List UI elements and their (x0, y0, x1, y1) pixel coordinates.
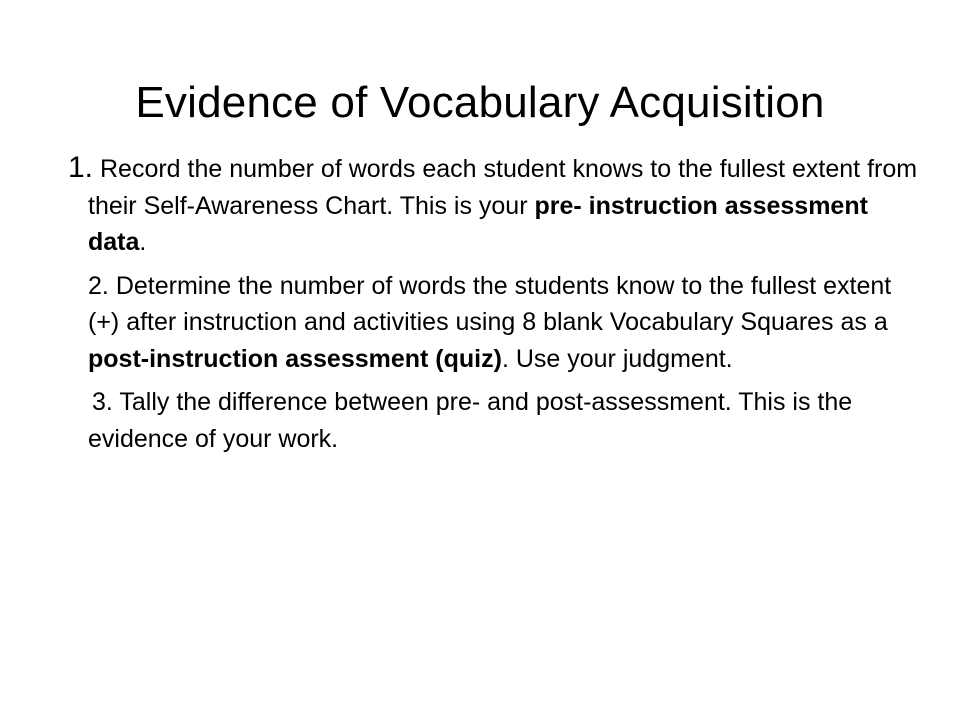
slide-title: Evidence of Vocabulary Acquisition (135, 78, 825, 128)
step-2-bold: post-instruction assessment (quiz) (88, 344, 502, 373)
step-1-text: Record the number of words each student knows to the fullest extent from their Self-Awareness Chart. This is your (88, 155, 918, 220)
step-1-bold: pre- instruction assessment data (88, 191, 868, 256)
step-1-end: . (139, 228, 147, 256)
step-1 (68, 150, 918, 261)
step-1-lead (68, 151, 100, 184)
step-2-number: 2. (88, 271, 109, 300)
step-3 (88, 384, 918, 457)
step-1-number: 1. (68, 151, 94, 184)
step-3-number: 3. (92, 388, 113, 416)
step-2 (88, 268, 918, 378)
step-2-lead (88, 272, 116, 300)
step-3-text: Tally the difference between pre- and post-assessment. This is the evidence of your work. (88, 388, 853, 453)
step-3-lead (92, 388, 119, 416)
step-2-end: . Use your judgment. (501, 344, 733, 373)
step-2-text: Determine the number of words the students know to the fullest extent (+) after instruction and activities using 8 blank Vocabulary Squares as a (88, 271, 892, 336)
slide-body (68, 150, 918, 464)
